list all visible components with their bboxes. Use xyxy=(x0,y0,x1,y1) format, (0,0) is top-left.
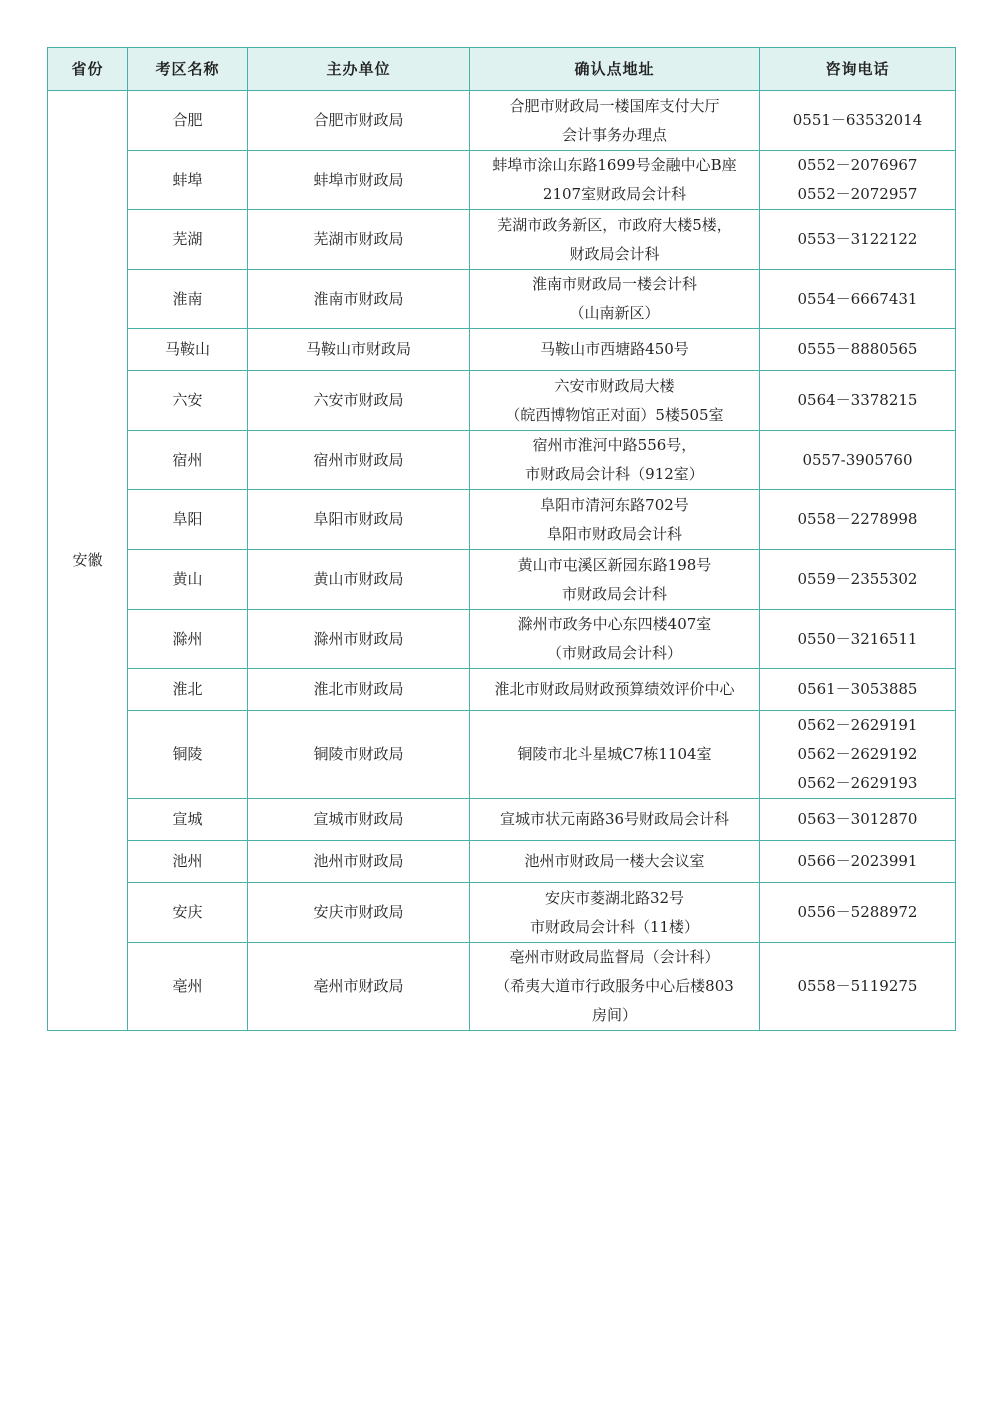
header-row xyxy=(48,48,956,91)
area-cell: 铜陵 xyxy=(128,711,248,799)
org-cell: 蚌埠市财政局 xyxy=(248,151,470,210)
table-row xyxy=(48,550,956,610)
phone-number: 0559－2355302 xyxy=(797,570,918,588)
address-line: （希夷大道市行政服务中心后楼803 xyxy=(495,977,734,995)
address-line: 马鞍山市西塘路450号 xyxy=(540,340,689,358)
area-cell: 淮南 xyxy=(128,270,248,329)
phone-cell xyxy=(760,210,956,270)
address-line: 芜湖市政务新区，市政府大楼5楼， xyxy=(497,215,732,234)
address-cell xyxy=(470,711,760,799)
phone-number: 0564－3378215 xyxy=(797,391,918,409)
address-line: 市财政局会计科 xyxy=(561,584,667,603)
table-body xyxy=(48,91,956,1031)
address-cell xyxy=(470,610,760,669)
phone-number: 0558－5119275 xyxy=(797,977,918,995)
org-cell: 芜湖市财政局 xyxy=(248,210,470,270)
org-cell: 亳州市财政局 xyxy=(248,943,470,1031)
address-line: 淮北市财政局财政预算绩效评价中心 xyxy=(494,680,735,698)
address-cell xyxy=(470,883,760,943)
area-cell: 池州 xyxy=(128,841,248,883)
address-line: 淮南市财政局一楼会计科 xyxy=(531,275,697,293)
address-cell xyxy=(470,329,760,371)
header-area: 考区名称 xyxy=(128,48,248,91)
area-cell: 滁州 xyxy=(128,610,248,669)
table-row xyxy=(48,711,956,799)
phone-cell xyxy=(760,151,956,210)
phone-number: 0552－2072957 xyxy=(797,185,918,203)
address-cell xyxy=(470,943,760,1031)
phone-number: 0562－2629192 xyxy=(797,745,918,763)
org-cell: 铜陵市财政局 xyxy=(248,711,470,799)
table-row xyxy=(48,270,956,329)
org-cell: 宣城市财政局 xyxy=(248,799,470,841)
address-line: 蚌埠市涂山东路1699号金融中心B座 xyxy=(492,156,737,174)
phone-cell xyxy=(760,490,956,550)
area-cell: 淮北 xyxy=(128,669,248,711)
table-row xyxy=(48,669,956,711)
header-phone: 咨询电话 xyxy=(760,48,956,91)
org-cell: 淮南市财政局 xyxy=(248,270,470,329)
phone-cell xyxy=(760,610,956,669)
phone-cell xyxy=(760,841,956,883)
phone-cell xyxy=(760,943,956,1031)
address-cell xyxy=(470,210,760,270)
address-cell xyxy=(470,91,760,151)
org-cell: 阜阳市财政局 xyxy=(248,490,470,550)
phone-number: 0558－2278998 xyxy=(797,510,918,528)
org-cell: 六安市财政局 xyxy=(248,371,470,431)
address-line: 宣城市状元南路36号财政局会计科 xyxy=(499,810,730,828)
org-cell: 安庆市财政局 xyxy=(248,883,470,943)
address-line: 铜陵市北斗星城C7栋1104室 xyxy=(517,745,712,763)
province-cell: 安徽 xyxy=(48,91,128,1031)
address-cell xyxy=(470,371,760,431)
address-line: 滁州市政务中心东四楼407室 xyxy=(517,615,712,633)
address-line: （市财政局会计科） xyxy=(546,644,682,662)
address-line: 财政局会计科 xyxy=(569,244,660,263)
area-cell: 马鞍山 xyxy=(128,329,248,371)
header-province: 省份 xyxy=(48,48,128,91)
address-line: 宿州市淮河中路556号， xyxy=(532,436,697,454)
phone-cell xyxy=(760,669,956,711)
address-cell xyxy=(470,431,760,490)
table-row xyxy=(48,151,956,210)
phone-cell xyxy=(760,91,956,151)
org-cell: 淮北市财政局 xyxy=(248,669,470,711)
address-line: 合肥市财政局一楼国库支付大厅 xyxy=(509,96,720,115)
table-row xyxy=(48,841,956,883)
table-row xyxy=(48,799,956,841)
address-line: 阜阳市清河东路702号 xyxy=(540,495,689,514)
phone-cell xyxy=(760,711,956,799)
phone-cell xyxy=(760,371,956,431)
address-cell xyxy=(470,841,760,883)
table-row xyxy=(48,371,956,431)
phone-cell xyxy=(760,431,956,490)
phone-cell xyxy=(760,329,956,371)
phone-cell xyxy=(760,270,956,329)
address-line: （皖西博物馆正对面）5楼505室 xyxy=(505,405,724,424)
area-cell: 黄山 xyxy=(128,550,248,610)
address-line: 池州市财政局一楼大会议室 xyxy=(524,852,705,870)
area-cell: 宣城 xyxy=(128,799,248,841)
address-cell xyxy=(470,490,760,550)
phone-number: 0563－3012870 xyxy=(797,810,918,828)
address-line: 亳州市财政局监督局（会计科） xyxy=(509,948,720,966)
address-line: 安庆市菱湖北路32号 xyxy=(544,888,685,907)
area-cell: 亳州 xyxy=(128,943,248,1031)
table-row xyxy=(48,431,956,490)
table-row xyxy=(48,210,956,270)
table-row xyxy=(48,490,956,550)
phone-number: 0555－8880565 xyxy=(797,340,918,358)
area-cell: 蚌埠 xyxy=(128,151,248,210)
phone-cell xyxy=(760,883,956,943)
org-cell: 池州市财政局 xyxy=(248,841,470,883)
address-cell xyxy=(470,550,760,610)
org-cell: 滁州市财政局 xyxy=(248,610,470,669)
address-line: 市财政局会计科（11楼） xyxy=(529,917,700,936)
area-cell: 安庆 xyxy=(128,883,248,943)
phone-number: 0557-3905760 xyxy=(802,450,913,469)
table-row xyxy=(48,943,956,1031)
address-cell xyxy=(470,151,760,210)
table-row xyxy=(48,329,956,371)
phone-number: 0556－5288972 xyxy=(797,903,918,921)
phone-number: 0562－2629191 xyxy=(797,716,918,734)
address-line: 市财政局会计科（912室） xyxy=(525,465,704,483)
table-row xyxy=(48,883,956,943)
org-cell: 合肥市财政局 xyxy=(248,91,470,151)
address-line: 六安市财政局大楼 xyxy=(554,376,675,395)
address-cell xyxy=(470,669,760,711)
table-row xyxy=(48,91,956,151)
address-cell xyxy=(470,270,760,329)
area-cell: 阜阳 xyxy=(128,490,248,550)
area-cell: 芜湖 xyxy=(128,210,248,270)
address-cell xyxy=(470,799,760,841)
phone-number: 0553－3122122 xyxy=(797,230,918,248)
org-cell: 黄山市财政局 xyxy=(248,550,470,610)
address-line: 2107室财政局会计科 xyxy=(542,185,687,203)
phone-number: 0562－2629193 xyxy=(797,774,918,792)
address-line: 房间） xyxy=(591,1006,637,1024)
phone-number: 0566－2023991 xyxy=(797,852,918,870)
address-line: 会计事务办理点 xyxy=(561,125,667,144)
address-line: 阜阳市财政局会计科 xyxy=(546,524,682,543)
area-cell: 宿州 xyxy=(128,431,248,490)
phone-number: 0552－2076967 xyxy=(797,156,918,174)
exam-site-table xyxy=(47,47,956,1031)
area-cell: 六安 xyxy=(128,371,248,431)
phone-cell xyxy=(760,799,956,841)
header-address: 确认点地址 xyxy=(470,48,760,91)
org-cell: 宿州市财政局 xyxy=(248,431,470,490)
phone-number: 0550－3216511 xyxy=(797,629,918,648)
phone-cell xyxy=(760,550,956,610)
phone-number: 0561－3053885 xyxy=(797,680,918,698)
phone-number: 0551－63532014 xyxy=(792,111,923,129)
address-line: （山南新区） xyxy=(569,304,660,322)
phone-number: 0554－6667431 xyxy=(797,289,918,308)
area-cell: 合肥 xyxy=(128,91,248,151)
address-line: 黄山市屯溪区新园东路198号 xyxy=(517,555,712,574)
header-org: 主办单位 xyxy=(248,48,470,91)
table-row xyxy=(48,610,956,669)
org-cell: 马鞍山市财政局 xyxy=(248,329,470,371)
